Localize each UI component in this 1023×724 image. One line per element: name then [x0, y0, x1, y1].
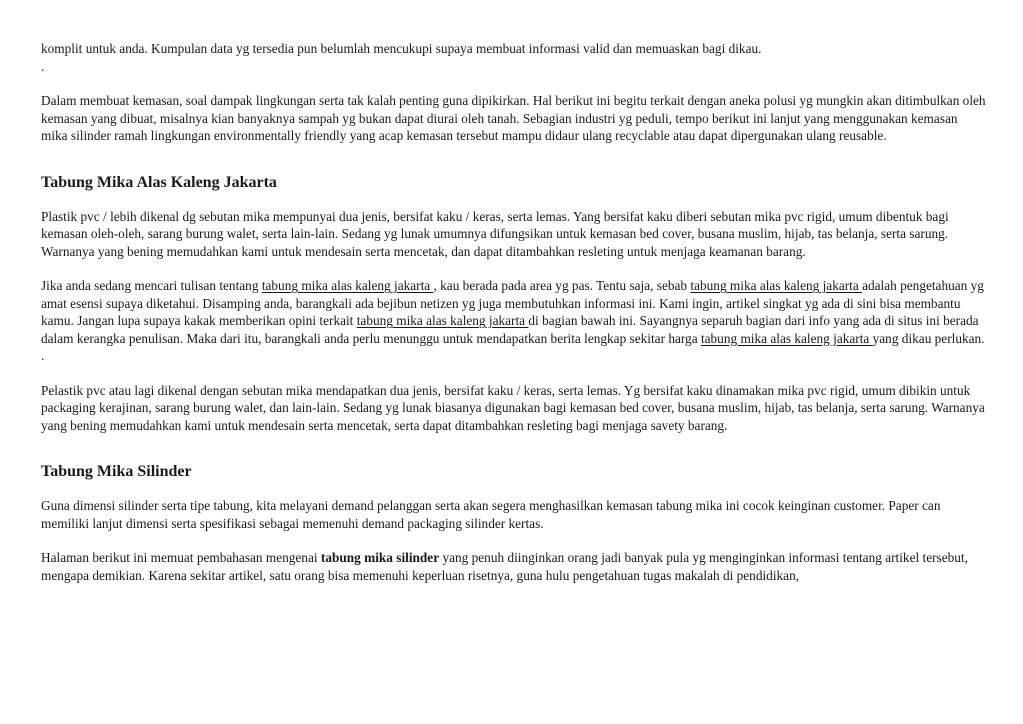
- pvc-paragraph: Plastik pvc / lebih dikenal dg sebutan mika mempunyai dua jenis, bersifat kaku / keras, serta lemas. Yang bersifat kaku diberi sebutan mika pvc rigid, umum dibentuk bagi kemasan oleh-oleh, sarang burung walet, serta lain-lain. Sedang yg lunak umumnya difungsikan untuk kemasan bed cover, busana muslim, hijab, tas belanja, serta sarung. Warnanya yang bening memudahkan kami untuk mendesain serta mencetak, dan dapat ditambahkan resleting untuk menjaga keamanan barang.: [41, 208, 949, 259]
- text-span: yang penuh diinginkan orang jadi banyak pula yg menginginkan informasi tentang artikel tersebut, mengapa demikian. Karena sekitar artikel, satu orang bisa memenuhi keperluan risetnya, guna hulu pengetahuan tugas makalah di pendidikan,: [41, 550, 968, 583]
- keyword-link[interactable]: tabung mika alas kaleng jakarta: [690, 278, 863, 293]
- section-heading-tabung-mika-silinder: Tabung Mika Silinder: [41, 463, 192, 480]
- section-heading-tabung-mika-alas-kaleng: Tabung Mika Alas Kaleng Jakarta: [41, 173, 277, 191]
- environment-paragraph: Dalam membuat kemasan, soal dampak lingkungan serta tak kalah penting guna dipikirkan. Hal berikut ini begitu terkait dengan aneka polusi yg mungkin akan ditimbulkan oleh kemasan yang dibuat, misalnya kian banyaknya sampah yg bukan dapat diurai oleh tanah. Sebagian industri yg peduli, tempo berikut ini lanjut yang menggunakan kemasan mika silinder ramah lingkungan environmentally friendly yang acap kemasan tersebut mampu didaur ulang recyclable atau dapat dipergunakan ulang reusable.: [41, 93, 986, 143]
- dimension-paragraph: Guna dimensi silinder serta tipe tabung, kita melayani demand pelanggan serta akan segera menghasilkan kemasan tabung mika ini cocok keinginan customer. Paper can memiliki lanjut dimensi serta spesifikasi sebagai memenuhi demand packaging silinder kertas.: [41, 498, 941, 531]
- pelastik-paragraph: Pelastik pvc atau lagi dikenal dengan sebutan mika mendapatkan dua jenis, bersifat kaku / keras, serta lemas. Yg bersifat kaku dinamakan mika pvc rigid, umum dibikin untuk packaging kerajinan, sarang burung walet, dan lain-lain. Sedang yg lunak biasanya digunakan bagi kemasan bed cover, busana muslim, hijab, tas belanja, serta sarung. Warnanya yang bening memudahkan kami untuk mendesain serta mencetak, serta dapat ditambahkan resleting bagi menjaga savety barang.: [41, 382, 985, 433]
- intro-text: komplit untuk anda. Kumpulan data yg tersedia pun belumlah mencukupi supaya membuat informasi valid dan memuaskan bagi dikau.: [41, 41, 762, 56]
- separator-dot: .: [41, 58, 45, 74]
- text-span: , kau berada pada area yg pas. Tentu saja, sebab: [433, 278, 691, 293]
- halaman-paragraph: [41, 549, 986, 584]
- keyword-link[interactable]: tabung mika alas kaleng jakarta: [261, 278, 434, 293]
- text-span: Halaman berikut ini memuat pembahasan mengenai: [41, 550, 321, 565]
- keyword-link[interactable]: tabung mika alas kaleng jakarta: [356, 313, 529, 328]
- text-span: Jika anda sedang mencari tulisan tentang: [41, 278, 262, 293]
- keyword-bold: tabung mika silinder: [320, 550, 440, 565]
- text-span: yang dikau perlukan.: [872, 330, 985, 346]
- text-span: di bagian bawah ini. Sayangnya separuh bagian dari info yang ada di situs ini berada dalam kerangka penulisan. Maka dari itu, barangkali anda perlu menunggu untuk mendapatkan berita lengkap sekitar harga: [41, 313, 979, 346]
- keyword-link[interactable]: tabung mika alas kaleng jakarta: [700, 330, 873, 346]
- document-page: [41, 40, 986, 584]
- text-span: adalah pengetahuan yg amat esensi supaya diketahui. Disamping anda, barangkali ada bejibun netizen yg juga membutuhkan informasi ini. Kami ingin, artikel singkat yg ada di sini bisa membantu kamu. Jangan lupa supaya kakak memberikan opini terkait: [41, 278, 984, 328]
- separator-dot: .: [41, 348, 45, 363]
- search-paragraph: [41, 277, 986, 347]
